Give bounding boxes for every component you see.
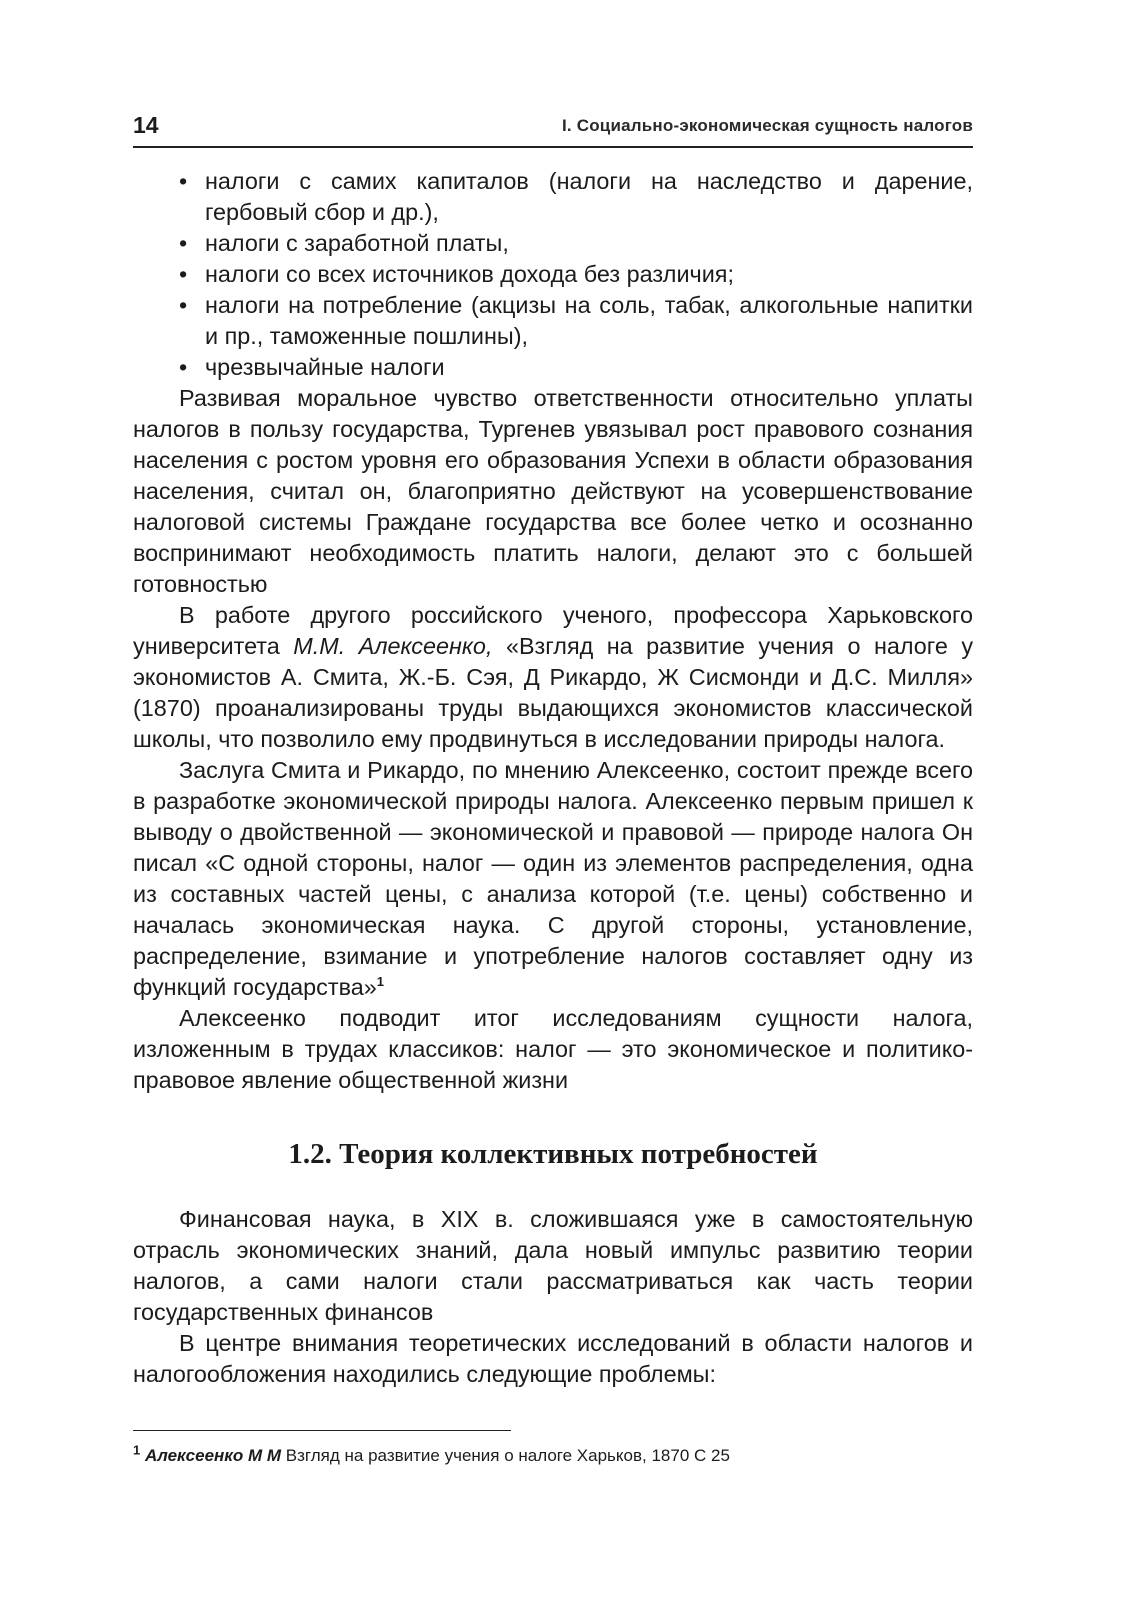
running-head: [133, 108, 973, 148]
bullet-icon: •: [179, 230, 188, 256]
list-item: • чрезвычайные налоги: [133, 352, 973, 383]
bullet-icon: •: [179, 168, 188, 194]
footnote-text: Взгляд на развитие учения о налоге Харьков, 1870 С 25: [281, 1446, 730, 1465]
list-item: • налоги с заработной платы,: [133, 228, 973, 259]
list-item: • налоги на потребление (акцизы на соль, табак, алкогольные напитки и пр., таможенные пошлины),: [179, 292, 973, 349]
page: [133, 108, 973, 1467]
paragraph: Финансовая наука, в XIX в. сложившаяся уже в самостоятельную отрасль экономических знаний, дала новый импульс развитию теории налогов, а сами налоги стали рассматриваться как часть теории государственных финансов: [133, 1206, 973, 1325]
paragraph: Развивая моральное чувство ответственности относительно уплаты налогов в пользу государства, Тургенев увязывал рост правового сознания населения с ростом уровня его образования Успехи в области образования населения, считал он, благоприятно действуют на усовершенствование налоговой системы Граждане государства все более четко и осознанно воспринимают необходимость платить налоги, делают это с большей готовностью: [133, 385, 973, 597]
paragraph: Алексеенко подводит итог исследованиям сущности налога, изложенным в трудах классиков: налог — это экономическое и политико-правовое явление общественной жизни: [133, 1005, 973, 1093]
page-number: 14: [133, 112, 159, 138]
bullet-icon: •: [179, 292, 188, 318]
bullet-icon: •: [179, 354, 188, 380]
footnote-mark: 1: [133, 1442, 141, 1458]
bullet-list: [133, 166, 973, 383]
chapter-title: I. Социально-экономическая сущность налогов: [561, 116, 973, 135]
body-text: [133, 166, 973, 1390]
list-item: • налоги со всех источников дохода без различия;: [133, 259, 973, 290]
bullet-icon: •: [179, 261, 188, 287]
paragraph: В центре внимания теоретических исследований в области налогов и налогообложения находились следующие проблемы:: [133, 1330, 973, 1387]
paragraph: В работе другого российского ученого, профессора Харьковского университета М.М. Алексеенко, «Взгляд на развитие учения о налоге у экономистов А. Смита, Ж.-Б. Сэя, Д Рикардо, Ж Сисмонди и Д.С. Милля» (1870) проанализированы труды выдающихся экономистов классической школы, что позволило ему продвинуться в исследовании природы налога.: [133, 602, 974, 752]
footnote: [133, 1442, 973, 1467]
footnote-author: Алексеенко М М: [144, 1446, 282, 1465]
paragraph: Заслуга Смита и Рикардо, по мнению Алексеенко, состоит прежде всего в разработке экономической природы налога. Алексеенко первым пришел к выводу о двойственной — экономической и правовой — природе налога Он писал «С одной стороны, налог — один из элементов распределения, одна из составных частей цены, с анализа которой (т.е. цены) собственно и началась экономическая наука. С другой стороны, установление, распределение, взимание и употребление налогов составляет одну из функций государства»$^1$: [133, 757, 973, 1000]
footnote-mark: 1: [376, 974, 384, 990]
list-item: • налоги с самих капиталов (налоги на наследство и дарение, гербовый сбор и др.),: [179, 168, 973, 225]
author-name: М.М. Алексеенко,: [293, 633, 493, 659]
footnote-divider: [133, 1430, 511, 1431]
section-heading: 1.2. Теория коллективных потребностей: [288, 1138, 818, 1170]
